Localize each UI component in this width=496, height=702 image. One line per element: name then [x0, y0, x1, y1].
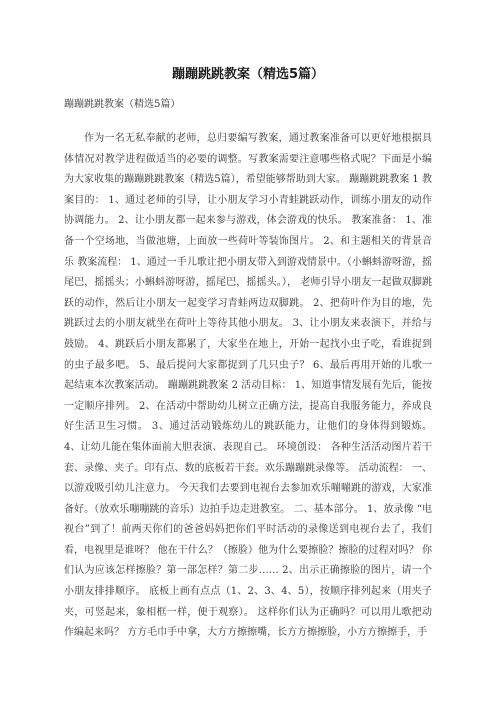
document-body-paragraph: 作为一名无私奉献的老师，总归要编写教案，通过教案准备可以更好地根据具体情况对教学进程做适当的必要的调整。写教案需要注意哪些格式呢？下面是小编为大家收集的蹦蹦跳跳教案（精选5篇），希望能够帮助到大家。 蹦蹦跳跳教案 1 教案目的： 1、通过老师的引导，让小朋友学习小青蛙跳跃动作，训练小朋友的动作协调能力。 2、让小朋友都一起来参与游戏，体会游戏的快乐。 教案准备： 1、准备一个空场地，当做池塘，上面放一些荷叶等装饰图片。 2、和主题相关的背景音乐 教案流程： 1、通过一手儿歌让把小朋友带入到游戏情景中。（小蝌蚪游呀游，摇尾巴，摇摇头；小蝌蚪游呀游，摇尾巴，摇摇头。）， 老师引导小朋友一起做双脚跳跃的动作，然后让小朋友一起变学习青蛙两边双脚跳。 2、把荷叶作为目的地，先跳跃过去的小朋友就坐在荷叶上等待其他小朋友。 3、让小朋友来表演下，并给与鼓励。 4、跳跃后小朋友都累了，大家坐在地上，开始一起找小虫子吃，看谁捉到的虫子最多吧。 5、最后提问大家都捉到了几只虫子？ 6、最后再用开始的儿歌一起结束本次教案活动。 蹦蹦跳跳教案 2 活动目标： 1、知道事情发展有先后，能按一定顺序排列。 2、在活动中帮助幼儿树立正确方法，提高自我服务能力，养成良好生活卫生习惯。 3、通过活动锻炼幼儿的跳跃能力，让他们的身体得到锻炼。 4、让幼儿能在集体面前大胆表演、表现自己。 环境创设： 各种生活活动图片若干套、录像、夹子。印有点、数的底板若干套。欢乐蹦蹦跳录像等。 活动流程： 一、以游戏吸引幼儿注意力。 今天我们去要到电视台去参加欢乐嘣嘣跳的游戏，大家准备好。（放欢乐嘣嘣跳的音乐）边拍手边走进教室。 二、基本部分。 1、放录像 “电视台”到了！前两天你们的爸爸妈妈把你们平时活动的录像送到电视台去了，我们看，电视里是谁呀？ 他在干什么？（擦脸）他为什么要擦脸？擦脸的过程对吗？ 你们认为应该怎样擦脸？第一部怎样？第二步…… 2、出示正确擦脸的图片，请一个小朋友排排顺序。 底板上画有点点（1、2、3、4、5），按顺序排列起来（用夹子夹，可竖起来，象相框一样，便于观察）。 这样你们认为正确吗？可以用儿歌把动作编起来吗？ 方方毛巾手中拿，大方方擦擦嘴，长方方擦擦脸，小方方擦擦手，手: [64, 133, 432, 639]
document-title: 蹦蹦跳跳教案（精选5篇）: [171, 67, 325, 82]
document-subtitle: 蹦蹦跳跳教案（精选5篇）: [64, 99, 181, 110]
